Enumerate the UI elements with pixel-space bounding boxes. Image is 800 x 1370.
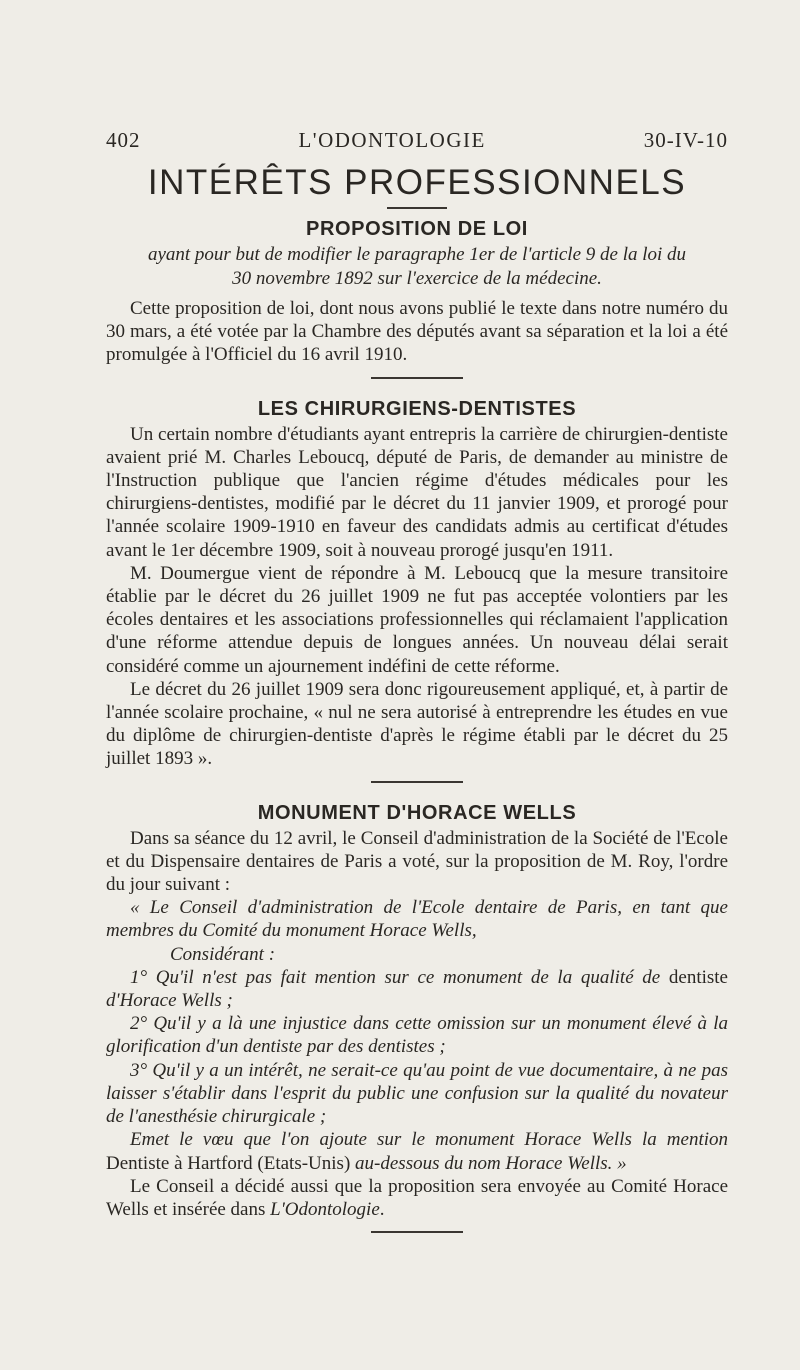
item-1-roman: dentiste bbox=[668, 966, 728, 988]
journal-name: L'ODONTOLOGIE bbox=[298, 128, 486, 152]
list-item: 3° Qu'il y a un intérêt, ne serait-ce qu'au point de vue documentaire, à ne pas laisser s'établir dans l'esprit du public une confusion sur la qualité du novateur de l'anesthésie chirurgicale ; bbox=[106, 1059, 728, 1128]
list-item: 2° Qu'il y a là une injustice dans cette omission sur un monument élevé à la glorification d'un dentiste par des dentistes ; bbox=[106, 1013, 728, 1058]
resolution-text: Emet le vœu que l'on ajoute sur le monument Horace Wells la mention bbox=[130, 1129, 728, 1151]
section-subtitle bbox=[106, 243, 728, 291]
running-head bbox=[106, 128, 728, 153]
section-divider bbox=[371, 781, 463, 783]
quote-opening: « Le Conseil d'administration de l'Ecole dentaire de Paris, en tant que membres du Comité du monument Horace Wells, bbox=[106, 897, 728, 942]
paragraph bbox=[106, 1175, 728, 1221]
subtitle-line-1: ayant pour but de modifier le paragraphe 1er de l'article 9 de la loi du bbox=[147, 244, 687, 265]
resolution bbox=[106, 1128, 728, 1174]
paragraph: Cette proposition de loi, dont nous avons publié le texte dans notre numéro du 30 mars, a été votée par la Chambre des députés avant sa séparation et la loi a été promulgée à l'Officiel du 16 avril 1910. bbox=[106, 298, 728, 366]
journal-reference: L'Odontologie bbox=[270, 1198, 380, 1220]
list-item bbox=[106, 966, 728, 1012]
page-title: INTÉRÊTS PROFESSIONNELS bbox=[147, 163, 687, 202]
resolution-end: au-dessous du nom Horace Wells. » bbox=[350, 1152, 627, 1174]
title-divider bbox=[387, 207, 447, 209]
page-number: 402 bbox=[106, 128, 141, 152]
paragraph: Dans sa séance du 12 avril, le Conseil d'administration de la Société de l'Ecole et du Dispensaire dentaires de Paris a voté, sur la proposition de M. Roy, l'ordre du jour suivant : bbox=[106, 827, 728, 896]
section-heading-chirurgiens: LES CHIRURGIENS-DENTISTES bbox=[257, 397, 577, 420]
final-end: . bbox=[379, 1198, 385, 1220]
resolution-roman: Dentiste à Hartford (Etats-Unis) bbox=[106, 1152, 351, 1174]
section-divider bbox=[371, 377, 463, 379]
section-heading-proposition: PROPOSITION DE LOI bbox=[306, 218, 528, 240]
issue-date: 30-IV-10 bbox=[643, 128, 728, 152]
section-heading-monument: MONUMENT D'HORACE WELLS bbox=[257, 801, 577, 824]
item-1-text: 1° Qu'il n'est pas fait mention sur ce monument de la qualité de bbox=[130, 966, 669, 988]
considerant-label: Considérant : bbox=[170, 943, 276, 965]
paragraph: Un certain nombre d'étudiants ayant entrepris la carrière de chirurgien-dentiste avaient prié M. Charles Leboucq, député de Paris, de demander au ministre de l'Instruction publique que l'ancien régime d'études médicales pour les chirurgiens-dentistes, modifié par le décret du 11 janvier 1909, et prorogé pour l'année scolaire 1909-1910 en faveur des candidats admis au certificat d'études avant le 1er décembre 1909, soit à nouveau prorogé jusqu'en 1911. bbox=[106, 423, 728, 561]
paragraph: M. Doumergue vient de répondre à M. Leboucq que la mesure transitoire établie par le décret du 26 juillet 1909 ne fut pas acceptée volontiers par les écoles dentaires et les associations professionnelles qui réclamaient l'application d'une réforme attendue depuis de longues années. Un nouveau délai serait considéré comme un ajournement indéfini de cette réforme. bbox=[106, 562, 728, 677]
paragraph: Le décret du 26 juillet 1909 sera donc rigoureusement appliqué, et, à partir de l'année scolaire prochaine, « nul ne sera autorisé à entreprendre les études en vue du diplôme de chirurgien-dentiste d'après le régime établi par le décret du 25 juillet 1893 ». bbox=[106, 678, 728, 770]
subtitle-line-2: 30 novembre 1892 sur l'exercice de la médecine. bbox=[232, 268, 602, 289]
end-divider bbox=[371, 1231, 463, 1233]
final-text: Le Conseil a décidé aussi que la proposition sera envoyée au Comité Horace Wells et insérée dans bbox=[106, 1175, 728, 1220]
item-1-end: d'Horace Wells ; bbox=[106, 990, 233, 1012]
